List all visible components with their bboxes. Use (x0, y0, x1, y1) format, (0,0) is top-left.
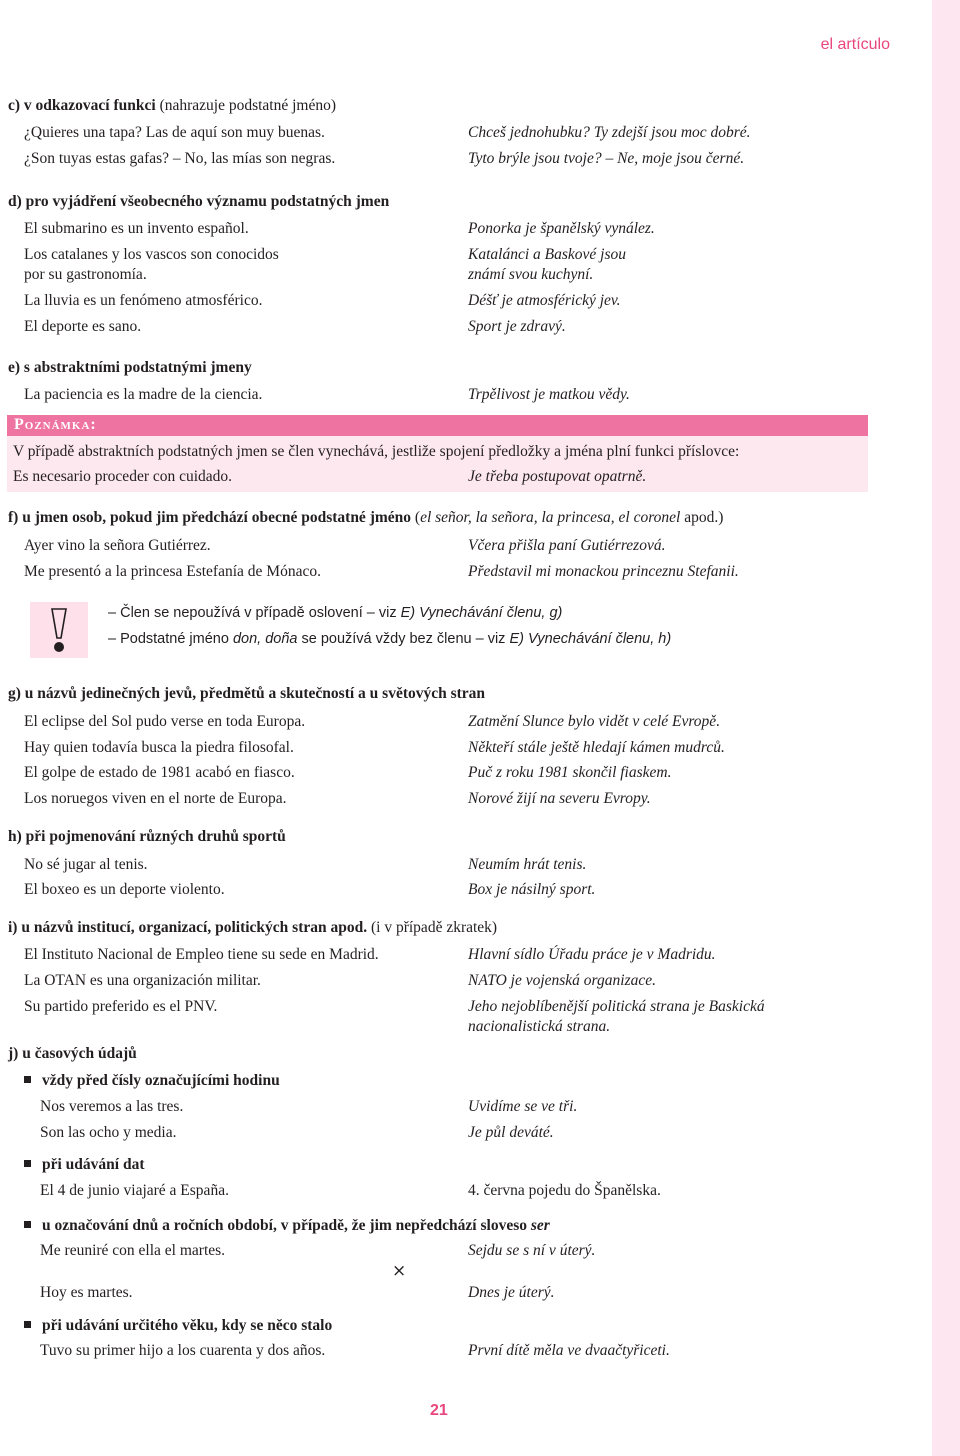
page-number: 21 (430, 1402, 448, 1419)
page-edge-strip (932, 0, 960, 1456)
example-cz: Ponorka je španělský vynález. (468, 220, 655, 237)
example-cz: Chceš jednohubku? Ty zdejší jsou moc dobré. (468, 124, 751, 141)
example-cz: Box je násilný sport. (468, 881, 596, 898)
example-es: Ayer vino la señora Gutiérrez. (24, 537, 211, 554)
bullet-square-icon (24, 1321, 31, 1328)
contrast-cross-icon: × (392, 1261, 407, 1281)
example-es: El golpe de estado de 1981 acabó en fiasco. (24, 764, 295, 781)
example-cz: Je třeba postupovat opatrně. (468, 468, 647, 485)
example-es: El eclipse del Sol pudo verse en toda Europa. (24, 713, 306, 730)
example-es: Los catalanes y los vascos son conocidos (24, 246, 279, 263)
heading-c: c) v odkazovací funkci (nahrazuje podstatné jméno) (8, 97, 337, 114)
example-cz: Včera přišla paní Gutiérrezová. (468, 537, 666, 554)
example-cz: Uvidíme se ve tři. (468, 1098, 578, 1115)
example-cz: Někteří stále ještě hledají kámen mudrců. (468, 739, 725, 756)
bullet-item: při udávání určitého věku, kdy se něco stalo (24, 1317, 332, 1335)
example-cz: Sport je zdravý. (468, 318, 566, 335)
example-es: Tuvo su primer hijo a los cuarenta y dos años. (40, 1342, 326, 1359)
bullet-square-icon (24, 1221, 31, 1228)
example-cz: NATO je vojenská organizace. (468, 972, 656, 989)
example-es: Es necesario proceder con cuidado. (13, 468, 233, 485)
note-text: V případě abstraktních podstatných jmen se člen vynechává, jestliže spojení předložky a jména plní funkci příslovce: (13, 443, 740, 460)
heading-j: j) u časových údajů (8, 1045, 137, 1062)
example-cz: První dítě měla ve dvaačtyřiceti. (468, 1342, 670, 1359)
example-es: Hay quien todavía busca la piedra filosofal. (24, 739, 294, 756)
example-cz: 4. června pojedu do Španělska. (468, 1182, 661, 1199)
warning-box (30, 602, 88, 658)
example-es: El deporte es sano. (24, 318, 142, 335)
heading-d: d) pro vyjádření všeobecného významu podstatných jmen (8, 193, 390, 210)
heading-i: i) u názvů institucí, organizací, politických stran apod. (i v případě zkratek) (8, 919, 498, 936)
heading-f: f) u jmen osob, pokud jim předchází obecné podstatné jméno (el señor, la señora, la princesa, el coronel apod.) (8, 509, 724, 526)
example-cz: Tyto brýle jsou tvoje? – Ne, moje jsou černé. (468, 150, 745, 167)
example-es: El submarino es un invento español. (24, 220, 249, 237)
example-es: ¿Quieres una tapa? Las de aquí son muy buenas. (24, 124, 325, 141)
example-es: Son las ocho y media. (40, 1124, 177, 1141)
example-es: El Instituto Nacional de Empleo tiene su sede en Madrid. (24, 946, 379, 963)
example-cz: Neumím hrát tenis. (468, 856, 587, 873)
example-cz: Trpělivost je matkou vědy. (468, 386, 630, 403)
example-es: La paciencia es la madre de la ciencia. (24, 386, 263, 403)
example-es: Los noruegos viven en el norte de Europa. (24, 790, 287, 807)
example-es: El 4 de junio viajaré a España. (40, 1182, 229, 1199)
example-cz: Je půl deváté. (468, 1124, 554, 1141)
bullet-item: při udávání dat (24, 1156, 145, 1174)
bullet-square-icon (24, 1160, 31, 1167)
example-es: Me reuniré con ella el martes. (40, 1242, 226, 1259)
example-cz: Představil mi monackou princeznu Stefanii. (468, 563, 739, 580)
example-es: por su gastronomía. (24, 266, 147, 283)
example-es: Nos veremos a las tres. (40, 1098, 184, 1115)
example-es: La OTAN es una organización militar. (24, 972, 261, 989)
example-cz: nacionalistická strana. (468, 1018, 611, 1035)
example-cz: Dnes je úterý. (468, 1284, 555, 1301)
example-cz: Puč z roku 1981 skončil fiaskem. (468, 764, 672, 781)
warning-line: – Člen se nepoužívá v případě oslovení – viz E) Vynechávání členu, g) (108, 605, 563, 621)
example-es: Me presentó a la princesa Estefanía de Mónaco. (24, 563, 321, 580)
example-es: El boxeo es un deporte violento. (24, 881, 225, 898)
example-cz: Sejdu se s ní v úterý. (468, 1242, 596, 1259)
note-header (7, 415, 868, 436)
example-es: Hoy es martes. (40, 1284, 133, 1301)
note-title: Poznámka: (14, 416, 97, 433)
heading-g: g) u názvů jedinečných jevů, předmětů a skutečností a u světových stran (8, 685, 486, 702)
example-cz: Norové žijí na severu Evropy. (468, 790, 651, 807)
example-es: ¿Son tuyas estas gafas? – No, las mías son negras. (24, 150, 336, 167)
heading-e: e) s abstraktními podstatnými jmeny (8, 359, 252, 376)
example-cz: Zatmění Slunce bylo vidět v celé Evropě. (468, 713, 721, 730)
example-cz: Katalánci a Baskové jsou (468, 246, 626, 263)
example-cz: Déšť je atmosférický jev. (468, 292, 621, 309)
example-es: No sé jugar al tenis. (24, 856, 148, 873)
example-cz: Jeho nejoblíbenější politická strana je Baskická (468, 998, 765, 1015)
example-es: Su partido preferido es el PNV. (24, 998, 218, 1015)
heading-h: h) při pojmenování různých druhů sportů (8, 828, 286, 845)
example-cz: známí svou kuchyní. (468, 266, 594, 283)
example-cz: Hlavní sídlo Úřadu práce je v Madridu. (468, 946, 716, 963)
exclamation-icon (49, 608, 69, 654)
example-es: La lluvia es un fenómeno atmosférico. (24, 292, 263, 309)
section-header: el artículo (820, 36, 890, 53)
bullet-square-icon (24, 1076, 31, 1083)
bullet-item: vždy před čísly označujícími hodinu (24, 1072, 280, 1090)
bullet-item: u označování dnů a ročních období, v případě, že jim nepředchází sloveso ser (24, 1217, 550, 1235)
warning-line: – Podstatné jméno don, doña se používá vždy bez členu – viz E) Vynechávání členu, h) (108, 631, 672, 647)
note-box (7, 415, 868, 492)
